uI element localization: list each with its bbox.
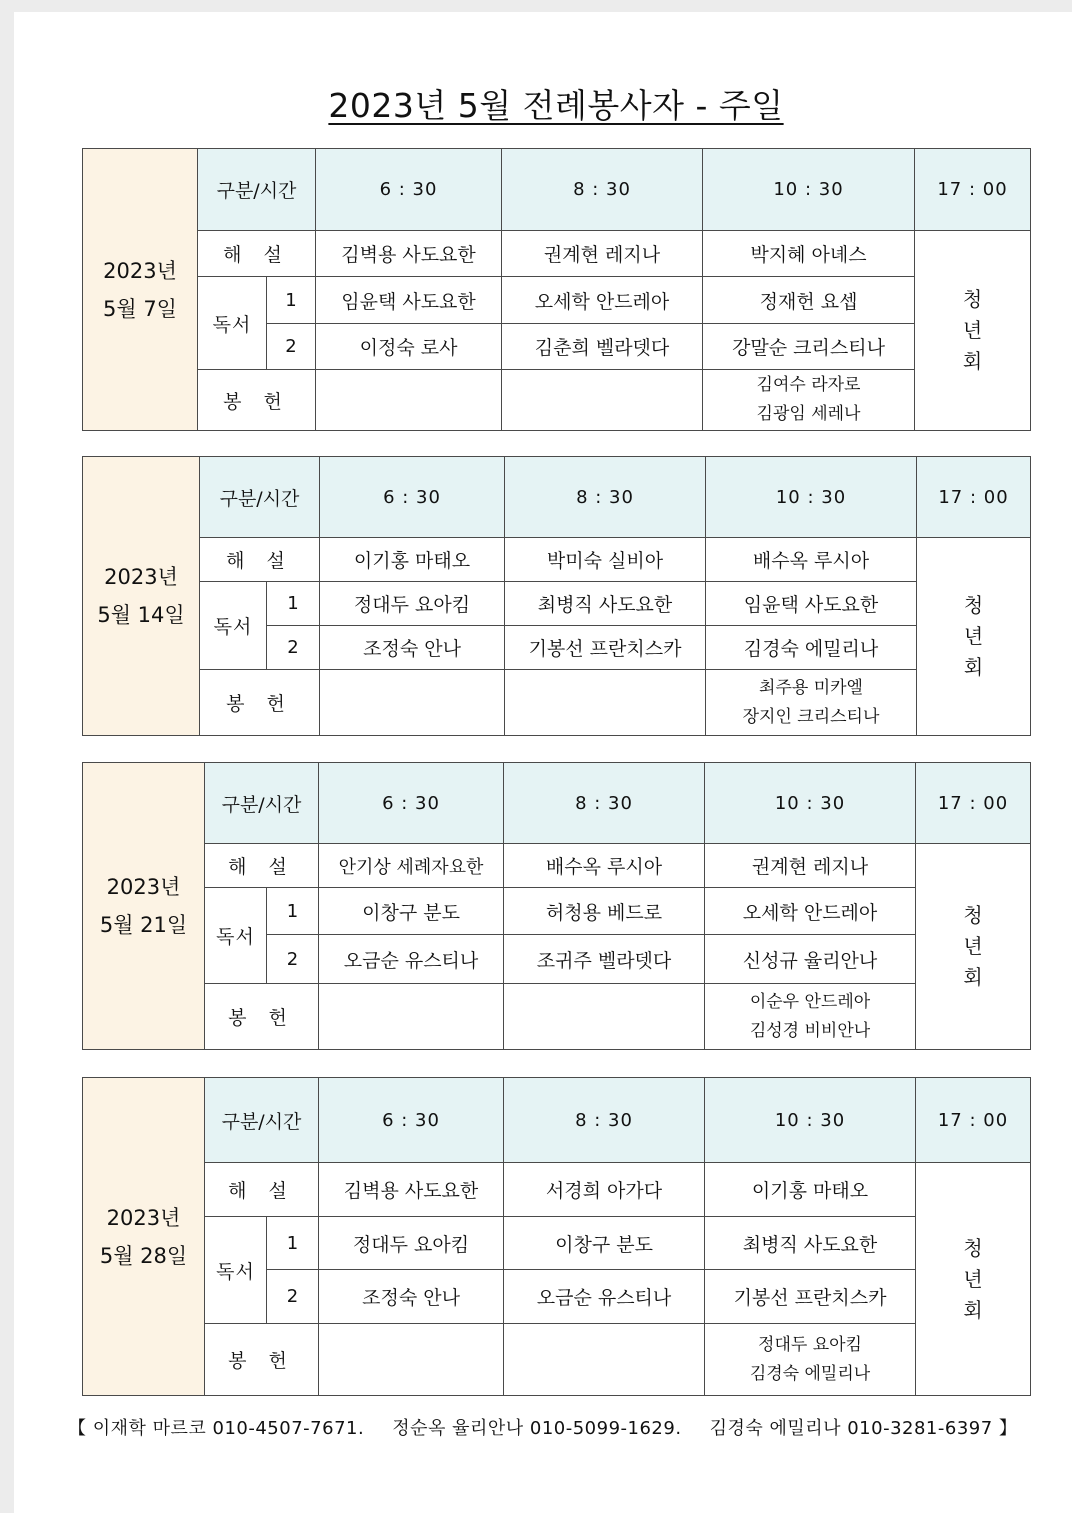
footer-open-bracket: 【 — [68, 1418, 87, 1439]
reading-number-1: 1 — [267, 582, 320, 626]
reading2-1030: 강말순 크리스티나 — [703, 324, 915, 370]
schedule-table-week-4 — [82, 1077, 1031, 1396]
reading1-1030: 임윤택 사도요한 — [706, 582, 917, 626]
reading1-0630: 정대두 요아킴 — [320, 582, 505, 626]
time-header-1030: 10 : 30 — [703, 149, 915, 231]
time-header-1030: 10 : 30 — [705, 763, 916, 844]
offertory-0830 — [505, 670, 706, 736]
reading1-0830: 오세학 안드레아 — [502, 277, 703, 324]
time-header-0830: 8 : 30 — [504, 763, 705, 844]
commentary-1030: 배수옥 루시아 — [706, 538, 917, 582]
reading1-0830: 최병직 사도요한 — [505, 582, 706, 626]
reading2-0630: 조정숙 안나 — [320, 626, 505, 670]
offertory-1030: 김여수 라자로 김광임 세레나 — [703, 370, 915, 431]
reading1-0630: 이창구 분도 — [319, 888, 504, 935]
reading-number-2: 2 — [267, 1270, 319, 1324]
category-time-header: 구분/시간 — [200, 457, 320, 538]
evening-group-cell: 청 년 회 — [917, 538, 1031, 736]
offertory-0830 — [504, 984, 705, 1050]
reading-number-2: 2 — [267, 324, 316, 370]
footer-contact-3: 김경숙 에밀리나 010-3281-6397 — [709, 1418, 993, 1439]
reading1-0630: 정대두 요아킴 — [319, 1217, 504, 1270]
reading-label: 독서 — [200, 582, 267, 670]
reading-label: 독서 — [205, 1217, 267, 1324]
offertory-1030: 이순우 안드레아 김성경 비비안나 — [705, 984, 916, 1050]
commentary-label: 해 설 — [200, 538, 320, 582]
reading1-0830: 허청용 베드로 — [504, 888, 705, 935]
commentary-label: 해 설 — [205, 844, 319, 888]
commentary-0830: 권계현 레지나 — [502, 231, 703, 277]
reading-number-2: 2 — [267, 626, 320, 670]
schedule-table-week-2 — [82, 456, 1031, 736]
offertory-1030: 최주용 미카엘 장지인 크리스티나 — [706, 670, 917, 736]
offertory-0830 — [502, 370, 703, 431]
reading-label: 독서 — [205, 888, 267, 984]
commentary-0830: 서경희 아가다 — [504, 1163, 705, 1217]
reading2-0630: 조정숙 안나 — [319, 1270, 504, 1324]
commentary-label: 해 설 — [198, 231, 316, 277]
reading-label: 독서 — [198, 277, 267, 370]
commentary-1030: 이기홍 마태오 — [705, 1163, 916, 1217]
footer-contact-1: 이재학 마르코 010-4507-7671. — [92, 1418, 365, 1439]
time-header-1700: 17 : 00 — [917, 457, 1031, 538]
reading-number-1: 1 — [267, 277, 316, 324]
evening-group-cell: 청 년 회 — [916, 844, 1031, 1050]
time-header-0830: 8 : 30 — [505, 457, 706, 538]
evening-group-cell: 청 년 회 — [916, 1163, 1031, 1396]
commentary-label: 해 설 — [205, 1163, 319, 1217]
commentary-1030: 권계현 레지나 — [705, 844, 916, 888]
time-header-0630: 6 : 30 — [316, 149, 502, 231]
time-header-1700: 17 : 00 — [916, 1078, 1031, 1163]
reading2-1030: 기봉선 프란치스카 — [705, 1270, 916, 1324]
time-header-0830: 8 : 30 — [502, 149, 703, 231]
offertory-0630 — [319, 984, 504, 1050]
date-cell: 2023년 5월 14일 — [83, 457, 200, 736]
date-cell: 2023년 5월 21일 — [83, 763, 205, 1050]
reading2-1030: 김경숙 에밀리나 — [706, 626, 917, 670]
commentary-1030: 박지혜 아녜스 — [703, 231, 915, 277]
offertory-1030: 정대두 요아킴 김경숙 에밀리나 — [705, 1324, 916, 1396]
date-cell: 2023년 5월 7일 — [83, 149, 198, 431]
reading2-0630: 이정숙 로사 — [316, 324, 502, 370]
footer-close-bracket: 】 — [998, 1418, 1018, 1439]
time-header-0630: 6 : 30 — [319, 1078, 504, 1163]
reading-number-2: 2 — [267, 935, 319, 984]
reading2-0830: 오금순 유스티나 — [504, 1270, 705, 1324]
reading-number-1: 1 — [267, 1217, 319, 1270]
date-cell: 2023년 5월 28일 — [83, 1078, 205, 1396]
page-title: 2023년 5월 전례봉사자 - 주일 — [328, 86, 784, 125]
reading2-1030: 신성규 율리안나 — [705, 935, 916, 984]
time-header-1700: 17 : 00 — [915, 149, 1031, 231]
category-time-header: 구분/시간 — [205, 763, 319, 844]
offertory-0630 — [320, 670, 505, 736]
offertory-label: 봉 헌 — [200, 670, 320, 736]
offertory-label: 봉 헌 — [205, 1324, 319, 1396]
commentary-0830: 박미숙 실비아 — [505, 538, 706, 582]
reading1-1030: 정재헌 요셉 — [703, 277, 915, 324]
category-time-header: 구분/시간 — [198, 149, 316, 231]
commentary-0630: 안기상 세례자요한 — [319, 844, 504, 888]
reading2-0830: 김춘희 벨라뎃다 — [502, 324, 703, 370]
offertory-label: 봉 헌 — [198, 370, 316, 431]
reading2-0830: 기봉선 프란치스카 — [505, 626, 706, 670]
reading1-0630: 임윤택 사도요한 — [316, 277, 502, 324]
time-header-0630: 6 : 30 — [320, 457, 505, 538]
contact-footer — [68, 1414, 1038, 1440]
reading1-1030: 오세학 안드레아 — [705, 888, 916, 935]
schedule-table-week-1 — [82, 148, 1031, 431]
reading1-0830: 이창구 분도 — [504, 1217, 705, 1270]
footer-contact-2: 정순옥 율리안나 010-5099-1629. — [392, 1418, 682, 1439]
offertory-0630 — [319, 1324, 504, 1396]
time-header-0630: 6 : 30 — [319, 763, 504, 844]
offertory-0830 — [504, 1324, 705, 1396]
time-header-1700: 17 : 00 — [916, 763, 1031, 844]
commentary-0830: 배수옥 루시아 — [504, 844, 705, 888]
time-header-0830: 8 : 30 — [504, 1078, 705, 1163]
commentary-0630: 김벽용 사도요한 — [319, 1163, 504, 1217]
offertory-label: 봉 헌 — [205, 984, 319, 1050]
reading2-0630: 오금순 유스티나 — [319, 935, 504, 984]
reading-number-1: 1 — [267, 888, 319, 935]
time-header-1030: 10 : 30 — [706, 457, 917, 538]
offertory-0630 — [316, 370, 502, 431]
commentary-0630: 김벽용 사도요한 — [316, 231, 502, 277]
time-header-1030: 10 : 30 — [705, 1078, 916, 1163]
commentary-0630: 이기홍 마태오 — [320, 538, 505, 582]
category-time-header: 구분/시간 — [205, 1078, 319, 1163]
evening-group-cell: 청 년 회 — [915, 231, 1031, 431]
reading2-0830: 조귀주 벨라뎃다 — [504, 935, 705, 984]
schedule-table-week-3 — [82, 762, 1031, 1050]
reading1-1030: 최병직 사도요한 — [705, 1217, 916, 1270]
